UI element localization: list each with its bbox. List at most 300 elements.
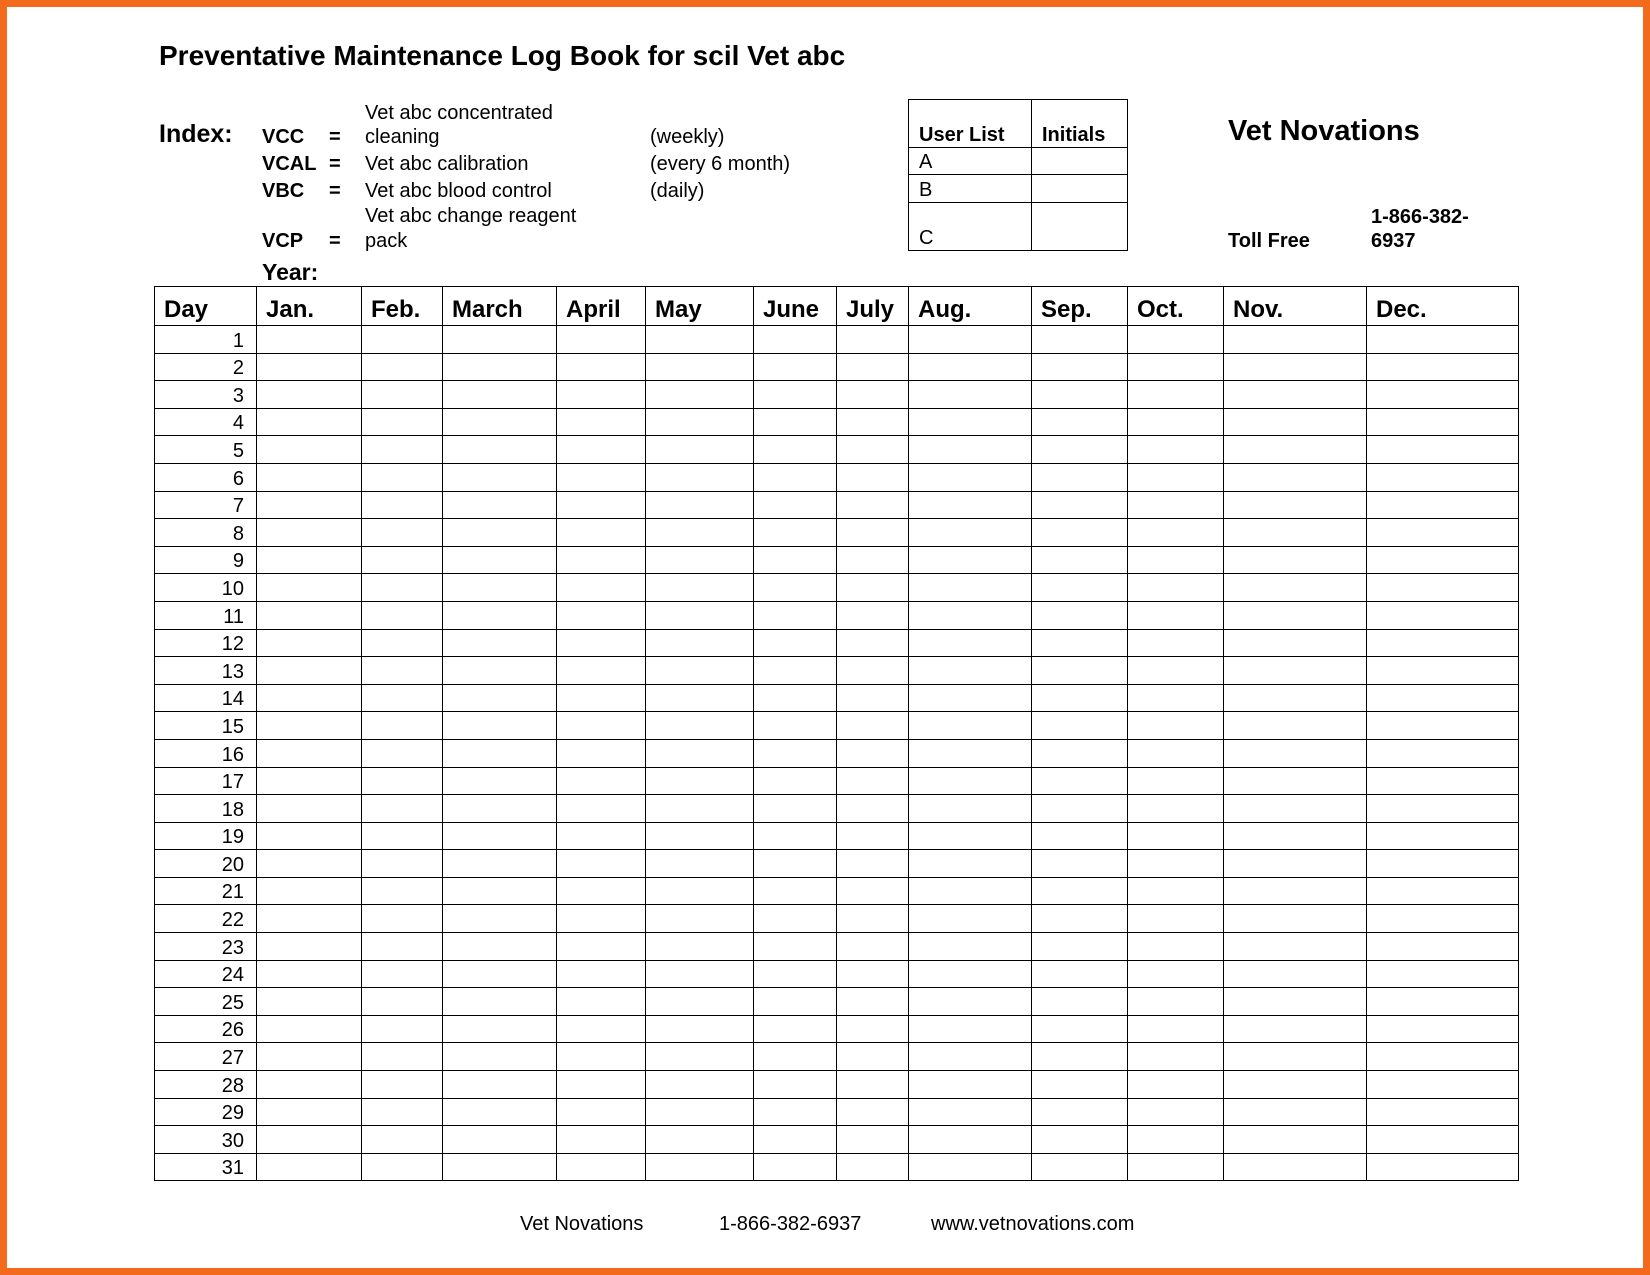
log-entry-cell[interactable] [443,519,557,547]
log-entry-cell[interactable] [646,1098,754,1126]
log-entry-cell[interactable] [754,1153,837,1181]
log-entry-cell[interactable] [557,767,646,795]
log-entry-cell[interactable] [1128,877,1224,905]
log-entry-cell[interactable] [1367,767,1519,795]
log-entry-cell[interactable] [1032,463,1128,491]
log-entry-cell[interactable] [1128,988,1224,1016]
log-entry-cell[interactable] [1367,491,1519,519]
log-entry-cell[interactable] [1032,408,1128,436]
log-entry-cell[interactable] [909,326,1032,354]
log-entry-cell[interactable] [362,739,443,767]
log-entry-cell[interactable] [257,850,362,878]
log-entry-cell[interactable] [557,519,646,547]
log-entry-cell[interactable] [257,988,362,1016]
log-entry-cell[interactable] [754,353,837,381]
log-entry-cell[interactable] [362,629,443,657]
log-entry-cell[interactable] [443,1098,557,1126]
log-entry-cell[interactable] [754,601,837,629]
log-entry-cell[interactable] [1367,463,1519,491]
log-entry-cell[interactable] [1128,767,1224,795]
log-entry-cell[interactable] [1128,574,1224,602]
log-entry-cell[interactable] [646,684,754,712]
log-entry-cell[interactable] [754,822,837,850]
log-entry-cell[interactable] [1032,1043,1128,1071]
log-entry-cell[interactable] [1367,795,1519,823]
log-entry-cell[interactable] [646,877,754,905]
log-entry-cell[interactable] [646,795,754,823]
log-entry-cell[interactable] [754,463,837,491]
log-entry-cell[interactable] [1128,1126,1224,1154]
log-entry-cell[interactable] [1032,629,1128,657]
log-entry-cell[interactable] [1128,1098,1224,1126]
log-entry-cell[interactable] [646,657,754,685]
log-entry-cell[interactable] [1224,767,1367,795]
log-entry-cell[interactable] [362,1153,443,1181]
log-entry-cell[interactable] [646,1126,754,1154]
log-entry-cell[interactable] [646,381,754,409]
log-entry-cell[interactable] [1367,905,1519,933]
log-entry-cell[interactable] [1032,491,1128,519]
log-entry-cell[interactable] [909,381,1032,409]
log-entry-cell[interactable] [837,519,909,547]
initials-cell[interactable] [1032,175,1128,203]
log-entry-cell[interactable] [837,1098,909,1126]
log-entry-cell[interactable] [909,601,1032,629]
log-entry-cell[interactable] [1367,546,1519,574]
log-entry-cell[interactable] [837,1071,909,1099]
log-entry-cell[interactable] [1128,712,1224,740]
log-entry-cell[interactable] [443,1071,557,1099]
log-entry-cell[interactable] [557,739,646,767]
log-entry-cell[interactable] [1032,988,1128,1016]
log-entry-cell[interactable] [1367,436,1519,464]
log-entry-cell[interactable] [362,1098,443,1126]
log-entry-cell[interactable] [1032,519,1128,547]
log-entry-cell[interactable] [754,381,837,409]
log-entry-cell[interactable] [362,491,443,519]
log-entry-cell[interactable] [557,574,646,602]
log-entry-cell[interactable] [1128,657,1224,685]
log-entry-cell[interactable] [1367,574,1519,602]
log-entry-cell[interactable] [1128,1153,1224,1181]
log-entry-cell[interactable] [837,574,909,602]
log-entry-cell[interactable] [1032,933,1128,961]
log-entry-cell[interactable] [1032,436,1128,464]
log-entry-cell[interactable] [443,960,557,988]
log-entry-cell[interactable] [1224,1071,1367,1099]
log-entry-cell[interactable] [909,850,1032,878]
log-entry-cell[interactable] [1224,739,1367,767]
log-entry-cell[interactable] [443,408,557,436]
log-entry-cell[interactable] [557,1015,646,1043]
log-entry-cell[interactable] [557,326,646,354]
log-entry-cell[interactable] [837,601,909,629]
log-entry-cell[interactable] [1032,1153,1128,1181]
log-entry-cell[interactable] [754,988,837,1016]
log-entry-cell[interactable] [362,381,443,409]
log-entry-cell[interactable] [754,933,837,961]
log-entry-cell[interactable] [646,546,754,574]
log-entry-cell[interactable] [1224,933,1367,961]
log-entry-cell[interactable] [646,574,754,602]
log-entry-cell[interactable] [754,877,837,905]
log-entry-cell[interactable] [1224,657,1367,685]
log-entry-cell[interactable] [1128,326,1224,354]
log-entry-cell[interactable] [362,960,443,988]
log-entry-cell[interactable] [257,739,362,767]
log-entry-cell[interactable] [557,408,646,436]
log-entry-cell[interactable] [909,574,1032,602]
log-entry-cell[interactable] [1367,933,1519,961]
log-entry-cell[interactable] [557,822,646,850]
log-entry-cell[interactable] [1032,657,1128,685]
log-entry-cell[interactable] [1367,1098,1519,1126]
log-entry-cell[interactable] [557,684,646,712]
log-entry-cell[interactable] [909,1043,1032,1071]
log-entry-cell[interactable] [754,767,837,795]
log-entry-cell[interactable] [443,436,557,464]
log-entry-cell[interactable] [1128,960,1224,988]
log-entry-cell[interactable] [362,657,443,685]
log-entry-cell[interactable] [909,1098,1032,1126]
log-entry-cell[interactable] [257,822,362,850]
log-entry-cell[interactable] [909,408,1032,436]
log-entry-cell[interactable] [1128,463,1224,491]
log-entry-cell[interactable] [754,1098,837,1126]
log-entry-cell[interactable] [837,657,909,685]
log-entry-cell[interactable] [754,408,837,436]
log-entry-cell[interactable] [909,960,1032,988]
log-entry-cell[interactable] [646,960,754,988]
log-entry-cell[interactable] [909,1153,1032,1181]
log-entry-cell[interactable] [646,739,754,767]
log-entry-cell[interactable] [1367,822,1519,850]
log-entry-cell[interactable] [1367,1071,1519,1099]
log-entry-cell[interactable] [1032,353,1128,381]
log-entry-cell[interactable] [909,988,1032,1016]
log-entry-cell[interactable] [754,546,837,574]
log-entry-cell[interactable] [1032,1098,1128,1126]
log-entry-cell[interactable] [754,1071,837,1099]
log-entry-cell[interactable] [909,767,1032,795]
log-entry-cell[interactable] [1128,408,1224,436]
log-entry-cell[interactable] [909,822,1032,850]
log-entry-cell[interactable] [362,353,443,381]
log-entry-cell[interactable] [909,463,1032,491]
log-entry-cell[interactable] [837,408,909,436]
log-entry-cell[interactable] [1367,988,1519,1016]
log-entry-cell[interactable] [1224,436,1367,464]
log-entry-cell[interactable] [1032,601,1128,629]
log-entry-cell[interactable] [1367,877,1519,905]
log-entry-cell[interactable] [362,822,443,850]
log-entry-cell[interactable] [362,850,443,878]
log-entry-cell[interactable] [257,1071,362,1099]
log-entry-cell[interactable] [1224,519,1367,547]
log-entry-cell[interactable] [909,519,1032,547]
log-entry-cell[interactable] [557,491,646,519]
log-entry-cell[interactable] [909,1126,1032,1154]
log-entry-cell[interactable] [837,353,909,381]
log-entry-cell[interactable] [1128,629,1224,657]
log-entry-cell[interactable] [257,960,362,988]
log-entry-cell[interactable] [754,1043,837,1071]
log-entry-cell[interactable] [1224,381,1367,409]
log-entry-cell[interactable] [1032,1071,1128,1099]
log-entry-cell[interactable] [362,933,443,961]
log-entry-cell[interactable] [257,933,362,961]
log-entry-cell[interactable] [1128,1043,1224,1071]
log-entry-cell[interactable] [443,326,557,354]
log-entry-cell[interactable] [257,1153,362,1181]
log-entry-cell[interactable] [362,905,443,933]
log-entry-cell[interactable] [257,574,362,602]
log-entry-cell[interactable] [1128,822,1224,850]
log-entry-cell[interactable] [443,905,557,933]
log-entry-cell[interactable] [257,381,362,409]
log-entry-cell[interactable] [646,491,754,519]
log-entry-cell[interactable] [837,1126,909,1154]
log-entry-cell[interactable] [646,629,754,657]
log-entry-cell[interactable] [1128,436,1224,464]
log-entry-cell[interactable] [362,1043,443,1071]
log-entry-cell[interactable] [646,353,754,381]
log-entry-cell[interactable] [257,546,362,574]
log-entry-cell[interactable] [1367,629,1519,657]
log-entry-cell[interactable] [1224,905,1367,933]
log-entry-cell[interactable] [1128,795,1224,823]
log-entry-cell[interactable] [1224,712,1367,740]
log-entry-cell[interactable] [754,684,837,712]
log-entry-cell[interactable] [837,933,909,961]
log-entry-cell[interactable] [443,1126,557,1154]
log-entry-cell[interactable] [837,712,909,740]
log-entry-cell[interactable] [443,1153,557,1181]
log-entry-cell[interactable] [837,739,909,767]
log-entry-cell[interactable] [1128,519,1224,547]
log-entry-cell[interactable] [646,1015,754,1043]
log-entry-cell[interactable] [362,684,443,712]
log-entry-cell[interactable] [257,408,362,436]
log-entry-cell[interactable] [443,657,557,685]
log-entry-cell[interactable] [754,795,837,823]
log-entry-cell[interactable] [909,629,1032,657]
log-entry-cell[interactable] [1032,1015,1128,1043]
log-entry-cell[interactable] [1032,960,1128,988]
log-entry-cell[interactable] [257,1015,362,1043]
log-entry-cell[interactable] [1224,822,1367,850]
log-entry-cell[interactable] [646,905,754,933]
log-entry-cell[interactable] [1224,629,1367,657]
log-entry-cell[interactable] [909,933,1032,961]
log-entry-cell[interactable] [1224,353,1367,381]
log-entry-cell[interactable] [754,326,837,354]
log-entry-cell[interactable] [362,712,443,740]
log-entry-cell[interactable] [1032,795,1128,823]
log-entry-cell[interactable] [646,601,754,629]
log-entry-cell[interactable] [257,326,362,354]
log-entry-cell[interactable] [646,326,754,354]
log-entry-cell[interactable] [1367,1043,1519,1071]
log-entry-cell[interactable] [557,1071,646,1099]
log-entry-cell[interactable] [1224,1043,1367,1071]
log-entry-cell[interactable] [557,1153,646,1181]
log-entry-cell[interactable] [443,988,557,1016]
log-entry-cell[interactable] [1367,1153,1519,1181]
log-entry-cell[interactable] [557,601,646,629]
log-entry-cell[interactable] [1128,850,1224,878]
log-entry-cell[interactable] [362,326,443,354]
log-entry-cell[interactable] [1367,381,1519,409]
log-entry-cell[interactable] [909,353,1032,381]
log-entry-cell[interactable] [646,1071,754,1099]
log-entry-cell[interactable] [1224,574,1367,602]
log-entry-cell[interactable] [754,519,837,547]
log-entry-cell[interactable] [1224,601,1367,629]
log-entry-cell[interactable] [362,877,443,905]
log-entry-cell[interactable] [1032,739,1128,767]
log-entry-cell[interactable] [257,795,362,823]
footer-website[interactable]: www.vetnovations.com [931,1213,1135,1235]
log-entry-cell[interactable] [837,960,909,988]
log-entry-cell[interactable] [443,546,557,574]
log-entry-cell[interactable] [909,795,1032,823]
log-entry-cell[interactable] [1224,988,1367,1016]
log-entry-cell[interactable] [754,1126,837,1154]
log-entry-cell[interactable] [443,877,557,905]
log-entry-cell[interactable] [1367,408,1519,436]
log-entry-cell[interactable] [1224,408,1367,436]
initials-cell[interactable] [1032,203,1128,251]
log-entry-cell[interactable] [909,739,1032,767]
log-entry-cell[interactable] [909,905,1032,933]
log-entry-cell[interactable] [557,463,646,491]
log-entry-cell[interactable] [754,574,837,602]
log-entry-cell[interactable] [443,712,557,740]
log-entry-cell[interactable] [257,905,362,933]
log-entry-cell[interactable] [1367,684,1519,712]
log-entry-cell[interactable] [1224,1015,1367,1043]
log-entry-cell[interactable] [1367,519,1519,547]
log-entry-cell[interactable] [1224,795,1367,823]
log-entry-cell[interactable] [837,905,909,933]
log-entry-cell[interactable] [557,933,646,961]
log-entry-cell[interactable] [1128,933,1224,961]
log-entry-cell[interactable] [1032,381,1128,409]
log-entry-cell[interactable] [443,629,557,657]
log-entry-cell[interactable] [557,1126,646,1154]
log-entry-cell[interactable] [837,1015,909,1043]
log-entry-cell[interactable] [257,436,362,464]
log-entry-cell[interactable] [257,491,362,519]
log-entry-cell[interactable] [1367,850,1519,878]
log-entry-cell[interactable] [646,712,754,740]
log-entry-cell[interactable] [1128,601,1224,629]
log-entry-cell[interactable] [557,436,646,464]
log-entry-cell[interactable] [754,712,837,740]
log-entry-cell[interactable] [1032,684,1128,712]
log-entry-cell[interactable] [646,463,754,491]
log-entry-cell[interactable] [1367,601,1519,629]
log-entry-cell[interactable] [557,381,646,409]
log-entry-cell[interactable] [557,546,646,574]
log-entry-cell[interactable] [646,1043,754,1071]
log-entry-cell[interactable] [443,739,557,767]
log-entry-cell[interactable] [362,1015,443,1043]
log-entry-cell[interactable] [443,601,557,629]
log-entry-cell[interactable] [362,1126,443,1154]
log-entry-cell[interactable] [837,877,909,905]
log-entry-cell[interactable] [909,1071,1032,1099]
log-entry-cell[interactable] [257,657,362,685]
log-entry-cell[interactable] [1032,1126,1128,1154]
log-entry-cell[interactable] [837,491,909,519]
log-entry-cell[interactable] [1367,1126,1519,1154]
log-entry-cell[interactable] [443,822,557,850]
log-entry-cell[interactable] [1224,850,1367,878]
log-entry-cell[interactable] [362,519,443,547]
log-entry-cell[interactable] [909,546,1032,574]
log-entry-cell[interactable] [362,1071,443,1099]
log-entry-cell[interactable] [1224,326,1367,354]
log-entry-cell[interactable] [557,850,646,878]
log-entry-cell[interactable] [443,1015,557,1043]
log-entry-cell[interactable] [443,353,557,381]
log-entry-cell[interactable] [754,850,837,878]
log-entry-cell[interactable] [1032,822,1128,850]
log-entry-cell[interactable] [257,1126,362,1154]
log-entry-cell[interactable] [557,657,646,685]
log-entry-cell[interactable] [1128,1015,1224,1043]
log-entry-cell[interactable] [1032,850,1128,878]
log-entry-cell[interactable] [1224,1098,1367,1126]
log-entry-cell[interactable] [257,519,362,547]
log-entry-cell[interactable] [257,353,362,381]
log-entry-cell[interactable] [646,436,754,464]
log-entry-cell[interactable] [1224,684,1367,712]
log-entry-cell[interactable] [443,574,557,602]
log-entry-cell[interactable] [837,1153,909,1181]
log-entry-cell[interactable] [909,877,1032,905]
log-entry-cell[interactable] [837,850,909,878]
log-entry-cell[interactable] [837,795,909,823]
log-entry-cell[interactable] [557,353,646,381]
log-entry-cell[interactable] [1128,1071,1224,1099]
log-entry-cell[interactable] [1224,546,1367,574]
log-entry-cell[interactable] [362,795,443,823]
log-entry-cell[interactable] [909,657,1032,685]
log-entry-cell[interactable] [362,546,443,574]
log-entry-cell[interactable] [1128,684,1224,712]
log-entry-cell[interactable] [1128,739,1224,767]
log-entry-cell[interactable] [443,491,557,519]
log-entry-cell[interactable] [257,1043,362,1071]
log-entry-cell[interactable] [1224,463,1367,491]
log-entry-cell[interactable] [1367,657,1519,685]
log-entry-cell[interactable] [909,436,1032,464]
log-entry-cell[interactable] [557,988,646,1016]
log-entry-cell[interactable] [909,684,1032,712]
log-entry-cell[interactable] [557,1043,646,1071]
log-entry-cell[interactable] [909,491,1032,519]
log-entry-cell[interactable] [754,436,837,464]
log-entry-cell[interactable] [557,795,646,823]
log-entry-cell[interactable] [837,326,909,354]
log-entry-cell[interactable] [754,629,837,657]
log-entry-cell[interactable] [837,629,909,657]
log-entry-cell[interactable] [754,657,837,685]
log-entry-cell[interactable] [1367,326,1519,354]
